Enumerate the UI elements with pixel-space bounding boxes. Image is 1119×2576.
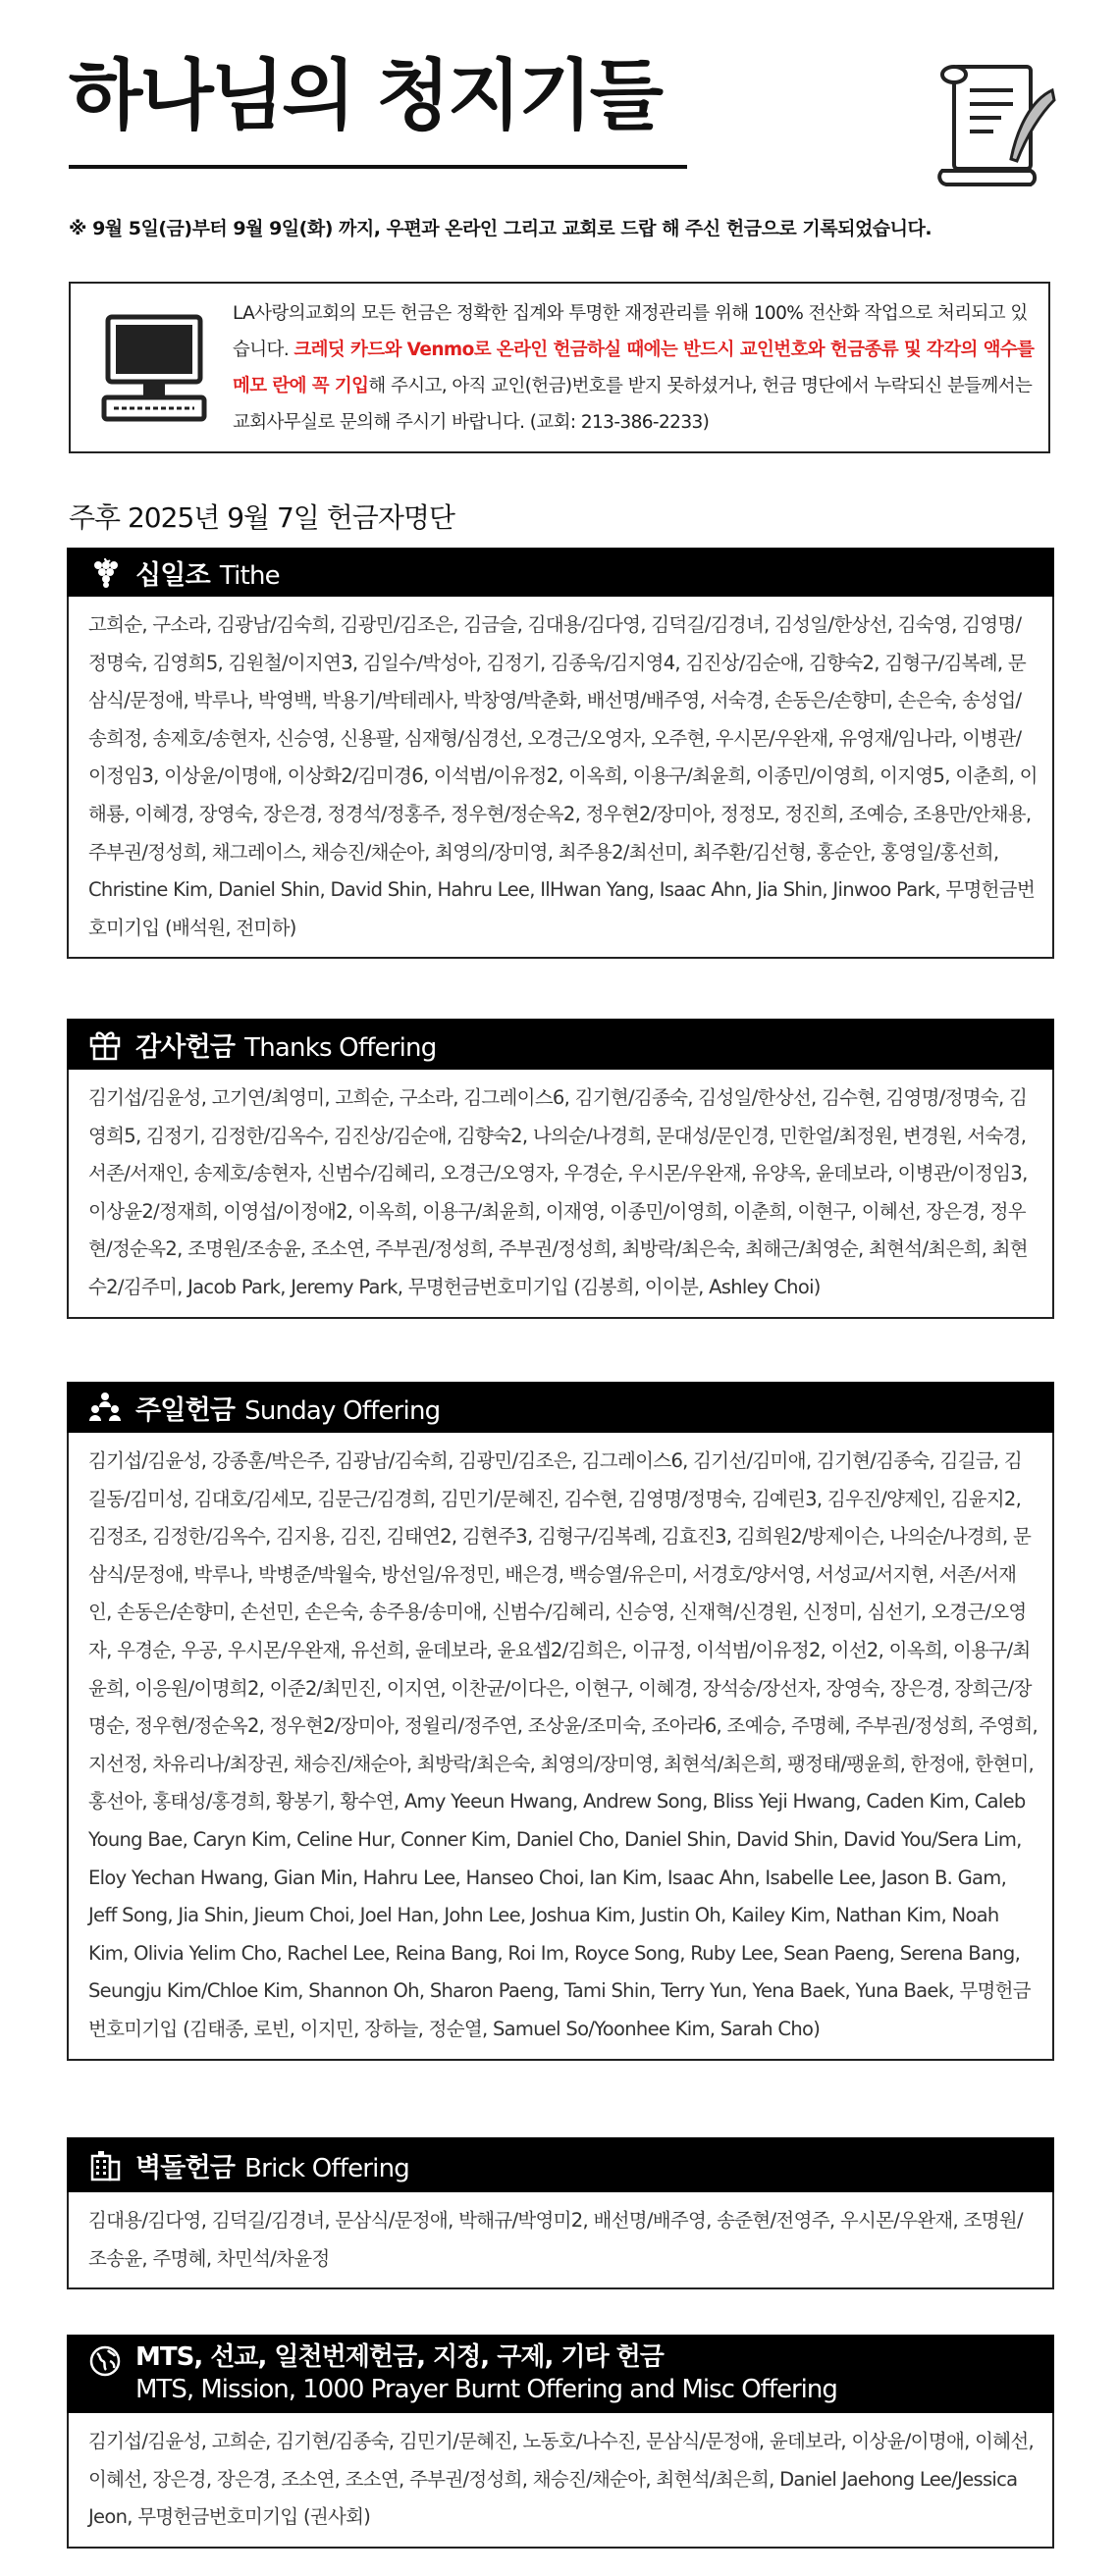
section-mts-header — [67, 2335, 1054, 2413]
section-thanks-title-en: Thanks Offering — [244, 1032, 437, 1063]
section-tithe-title-en: Tithe — [219, 560, 280, 591]
info-text — [233, 295, 1038, 441]
computer-icon — [100, 313, 208, 426]
section-sunday-title-en: Sunday Offering — [244, 1395, 441, 1426]
people-icon — [88, 1391, 122, 1424]
scroll-quill-icon — [932, 61, 1060, 188]
gift-icon — [88, 1027, 122, 1061]
section-sunday-header — [67, 1382, 1054, 1433]
info-text-after: 해 주시고, 아직 교인(헌금)번호를 받지 못하셨거나, 헌금 명단에서 누락되신 분들께서는 교회사무실로 문의해 주시기 바랍니다. (교회: 213-386-2233) — [233, 376, 1033, 433]
section-tithe-names: 고희순, 구소라, 김광남/김숙희, 김광민/김조은, 김금슬, 김대용/김다영, 김덕길/김경녀, 김성일/한상선, 김숙영, 김영명/정명숙, 김영희5, 김원철/이지연3, 김일수/박성아, 김정기, 김종욱/김지영4, 김진상/김순애, 김향숙2, 김형구/김복례, 문삼식/문정애, 박루나, 박영백, 박용기/박테레사, 박창영/박춘화, 배선명/배주영, 서숙경, 손동은/손향미, 손은숙, 송성업/송희정, 송제호/송현자, 신승영, 신용팔, 심재형/심경선, 오경근/오영자, 오주현, 우시몬/우완재, 유영재/임나라, 이병관/이정임3, 이상윤/이명애, 이상화2/김미경6, 이석범/이유정2, 이옥희, 이용구/최윤희, 이종민/이영희, 이지영5, 이춘희, 이해룡, 이혜경, 장영숙, 장은경, 정경석/정홍주, 정우현/정순옥2, 정우현2/장미아, 정정모, 정진희, 조예승, 조용만/안채용, 주부권/정성희, 채그레이스, 채승진/채순아, 최영의/장미영, 최주용2/최선미, 최주환/김선형, 홍순안, 홍영일/홍선희, Christine Kim, Daniel Shin, David Shin, Hahru Lee, IlHwan Yang, Isaac Ahn, Jia Shin, Jinwoo Park, 무명헌금번호미기입 (배석원, 전미하) — [67, 597, 1054, 959]
section-sunday-names: 김기섭/김윤성, 강종훈/박은주, 김광남/김숙희, 김광민/김조은, 김그레이스6, 김기선/김미애, 김기현/김종숙, 김길금, 김길동/김미성, 김대호/김세모, 김문근/김경희, 김민기/문혜진, 김수현, 김영명/정명숙, 김예린3, 김우진/양제인, 김윤지2, 김정조, 김정한/김옥수, 김지용, 김진, 김태연2, 김현주3, 김형구/김복례, 김효진3, 김희원2/방제이슨, 나의순/나경희, 문삼식/문정애, 박루나, 박병준/박월숙, 방선일/유정민, 배은경, 백승열/유은미, 서경호/양서영, 서성교/서지현, 서존/서재인, 손동은/손향미, 손선민, 손은숙, 송주용/송미애, 신범수/김혜리, 신승영, 신재혁/신경원, 신정미, 심선기, 오경근/오영자, 우경순, 우공, 우시몬/우완재, 유선희, 윤데보라, 윤요셉2/김희은, 이규정, 이석범/이유정2, 이선2, 이옥희, 이용구/최윤희, 이응원/이명희2, 이준2/최민진, 이지연, 이찬균/이다은, 이현구, 이혜경, 장석숭/장선자, 장영숙, 장은경, 장희근/장명순, 정우현/정순옥2, 정우현2/장미아, 정윌리/정주연, 조상윤/조미숙, 조아라6, 조예승, 주명혜, 주부권/정성희, 주영희, 지선정, 차유리나/최장권, 채승진/채순아, 최방락/최은숙, 최영의/장미영, 최현석/최은희, 팽정태/팽윤희, 한정애, 한현미, 홍선아, 홍태성/홍경희, 황봉기, 황수연, Amy Yeeun Hwang, Andrew Song, Bliss Yeji Hwang, Caden Kim, Caleb Young Bae, Caryn Kim, Celine Hur, Conner Kim, Daniel Cho, Daniel Shin, David Shin, David You/Sera Lim, Eloy Yechan Hwang, Gian Min, Hahru Lee, Hanseo Choi, Ian Kim, Isaac Ahn, Isabelle Lee, Jason B. Gam, Jeff Song, Jia Shin, Jieum Choi, Joel Han, John Lee, Joshua Kim, Justin Oh, Kailey Kim, Nathan Kim, Noah Kim, Olivia Yelim Cho, Rachel Lee, Reina Bang, Roi Im, Royce Song, Ruby Lee, Sean Paeng, Serena Bang, Seungju Kim/Chloe Kim, Shannon Oh, Sharon Paeng, Tami Shin, Terry Yun, Yena Baek, Yuna Baek, 무명헌금번호미기입 (김태종, 로빈, 이지민, 장하늘, 정순열, Samuel So/Yoonhee Kim, Sarah Cho) — [67, 1433, 1054, 2061]
section-mts-title-line1: MTS, 선교, 일천번제헌금, 지정, 구제, 기타 헌금 — [135, 2342, 664, 2372]
title-divider — [69, 165, 687, 169]
notice-text: ※ 9월 5일(금)부터 9월 9일(화) 까지, 우편과 온라인 그리고 교회로 드랍 해 주신 헌금으로 기록되었습니다. — [69, 218, 932, 239]
section-sunday — [67, 1382, 1054, 2061]
list-heading: 주후 2025년 9월 7일 헌금자명단 — [69, 501, 454, 534]
section-tithe-title-ko: 십일조 — [135, 559, 210, 591]
section-brick-title-en: Brick Offering — [244, 2153, 409, 2183]
section-sunday-title-ko: 주일헌금 — [135, 1394, 236, 1426]
info-box — [69, 282, 1050, 453]
section-mts-names: 김기섭/김윤성, 고희순, 김기현/김종숙, 김민기/문혜진, 노동호/나수진, 문삼식/문정애, 윤데보라, 이상윤/이명애, 이혜선, 이혜선, 장은경, 장은경, 조소연, 조소연, 주부권/정성희, 채승진/채순아, 최현석/최은희, Daniel Jaehong Lee/Jessica Jeon, 무명헌금번호미기입 (권사회) — [67, 2413, 1054, 2549]
info-highlight: 크레딧 카드와 Venmo로 온라인 헌금하실 때에는 반드시 교인번호와 헌금종류 및 각각의 액수를 메모 란에 꼭 기입 — [233, 340, 1035, 396]
section-brick-names: 김대용/김다영, 김덕길/김경녀, 문삼식/문정애, 박해규/박영미2, 배선명/배주영, 송준현/전영주, 우시몬/우완재, 조명원/조송윤, 주명혜, 차민석/차윤정 — [67, 2192, 1054, 2289]
section-brick — [67, 2137, 1054, 2289]
section-brick-header — [67, 2137, 1054, 2192]
info-text-before: LA사랑의교회의 모든 헌금은 정확한 집계와 투명한 재정관리를 위해 100% 전산화 작업으로 처리되고 있습니다. — [233, 303, 1028, 360]
page-title: 하나님의 청지기들 — [69, 52, 661, 140]
section-thanks-title-ko: 감사헌금 — [135, 1031, 236, 1063]
building-icon — [88, 2148, 122, 2182]
section-brick-title-ko: 벽돌헌금 — [135, 2152, 236, 2183]
section-tithe-header — [67, 548, 1054, 597]
grapes-icon — [88, 555, 122, 589]
globe-icon — [88, 2344, 122, 2378]
section-thanks-header — [67, 1019, 1054, 1070]
section-mts — [67, 2335, 1054, 2549]
section-tithe — [67, 548, 1054, 959]
section-thanks-names: 김기섭/김윤성, 고기연/최영미, 고희순, 구소라, 김그레이스6, 김기현/김종숙, 김성일/한상선, 김수현, 김영명/정명숙, 김영희5, 김정기, 김정한/김옥수, 김진상/김순애, 김향숙2, 나의순/나경희, 문대성/문인경, 민한얼/최정원, 변경원, 서숙경, 서존/서재인, 송제호/송현자, 신범수/김혜리, 오경근/오영자, 우경순, 우시몬/우완재, 유양옥, 윤데보라, 이병관/이정임3, 이상윤2/정재희, 이영섭/이정애2, 이옥희, 이용구/최윤희, 이재영, 이종민/이영희, 이춘희, 이현구, 이혜선, 장은경, 정우현/정순옥2, 조명원/조송윤, 조소연, 주부권/정성희, 주부권/정성희, 최방락/최은숙, 최해근/최영순, 최현석/최은희, 최현수2/김주미, Jacob Park, Jeremy Park, 무명헌금번호미기입 (김봉희, 이이분, Ashley Choi) — [67, 1070, 1054, 1319]
section-mts-title-line2: MTS, Mission, 1000 Prayer Burnt Offering and Misc Offering — [135, 2375, 837, 2404]
section-thanks — [67, 1019, 1054, 1319]
